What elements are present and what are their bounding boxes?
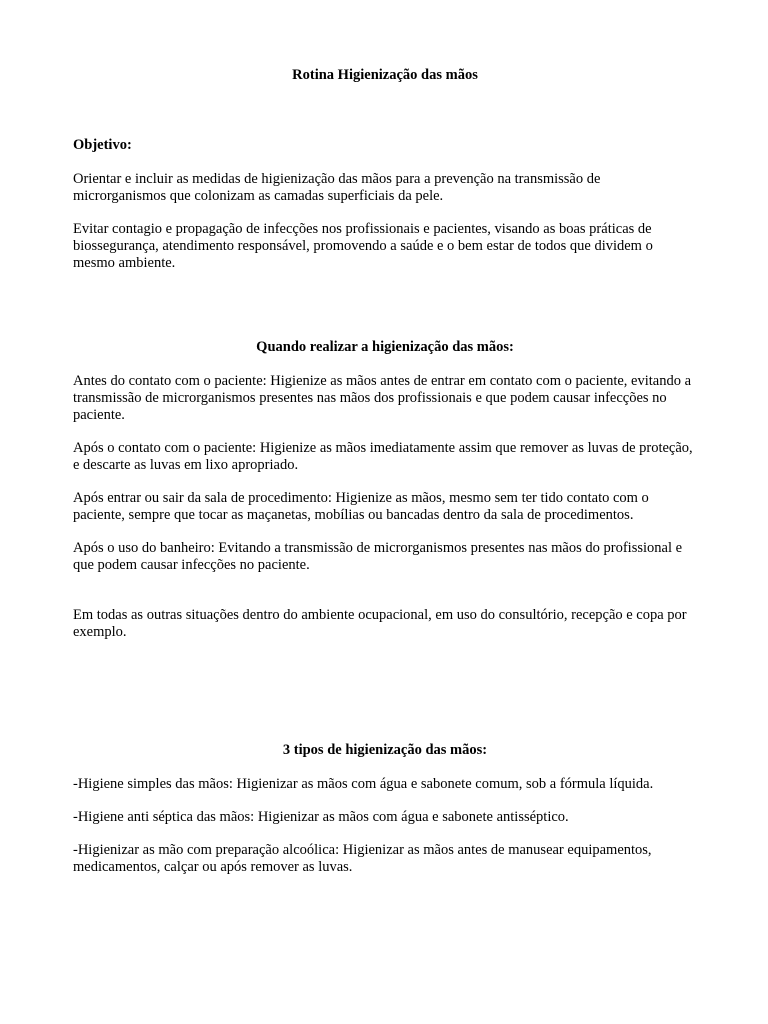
when-paragraph-5: Em todas as outras situações dentro do ambiente ocupacional, em uso do consultório, recepção e copa por exemplo. — [73, 607, 687, 640]
objective-label: Objetivo: — [73, 137, 132, 153]
when-heading: Quando realizar a higienização das mãos: — [256, 339, 514, 355]
when-paragraph-3: Após entrar ou sair da sala de procedimento: Higienize as mãos, mesmo sem ter tido contato com o paciente, sempre que tocar as maçanetas, mobílias ou bancadas dentro da sala de procedimentos. — [73, 490, 649, 523]
types-heading: 3 tipos de higienização das mãos: — [282, 742, 488, 758]
objective-paragraph-1: Orientar e incluir as medidas de higienização das mãos para a prevenção na transmissão de microrganismos que colonizam as camadas superficiais da pele. — [73, 171, 601, 204]
types-paragraph-2: -Higiene anti séptica das mãos: Higienizar as mãos com água e sabonete antisséptico. — [73, 809, 569, 825]
types-paragraph-3: -Higienizar as mão com preparação alcoólica: Higienizar as mãos antes de manusear equipamentos, medicamentos, calçar ou após remover as luvas. — [73, 842, 652, 875]
document-body — [73, 67, 697, 876]
when-paragraph-2: Após o contato com o paciente: Higienize as mãos imediatamente assim que remover as luvas de proteção, e descarte as luvas em lixo apropriado. — [73, 440, 693, 473]
when-paragraph-4: Após o uso do banheiro: Evitando a transmissão de microrganismos presentes nas mãos do profissional e que podem causar infecções no paciente. — [73, 540, 683, 573]
document-title: Rotina Higienização das mãos — [292, 67, 478, 83]
when-paragraph-1: Antes do contato com o paciente: Higienize as mãos antes de entrar em contato com o paciente, evitando a transmissão de microrganismos presentes nas mãos dos profissionais e que podem causar infecções no paciente. — [73, 373, 692, 423]
types-paragraph-1: -Higiene simples das mãos: Higienizar as mãos com água e sabonete comum, sob a fórmula líquida. — [73, 776, 654, 792]
objective-paragraph-2: Evitar contagio e propagação de infecções nos profissionais e pacientes, visando as boas práticas de biossegurança, atendimento responsável, promovendo a saúde e o bem estar de todos que dividem o mesmo ambiente. — [73, 221, 653, 271]
